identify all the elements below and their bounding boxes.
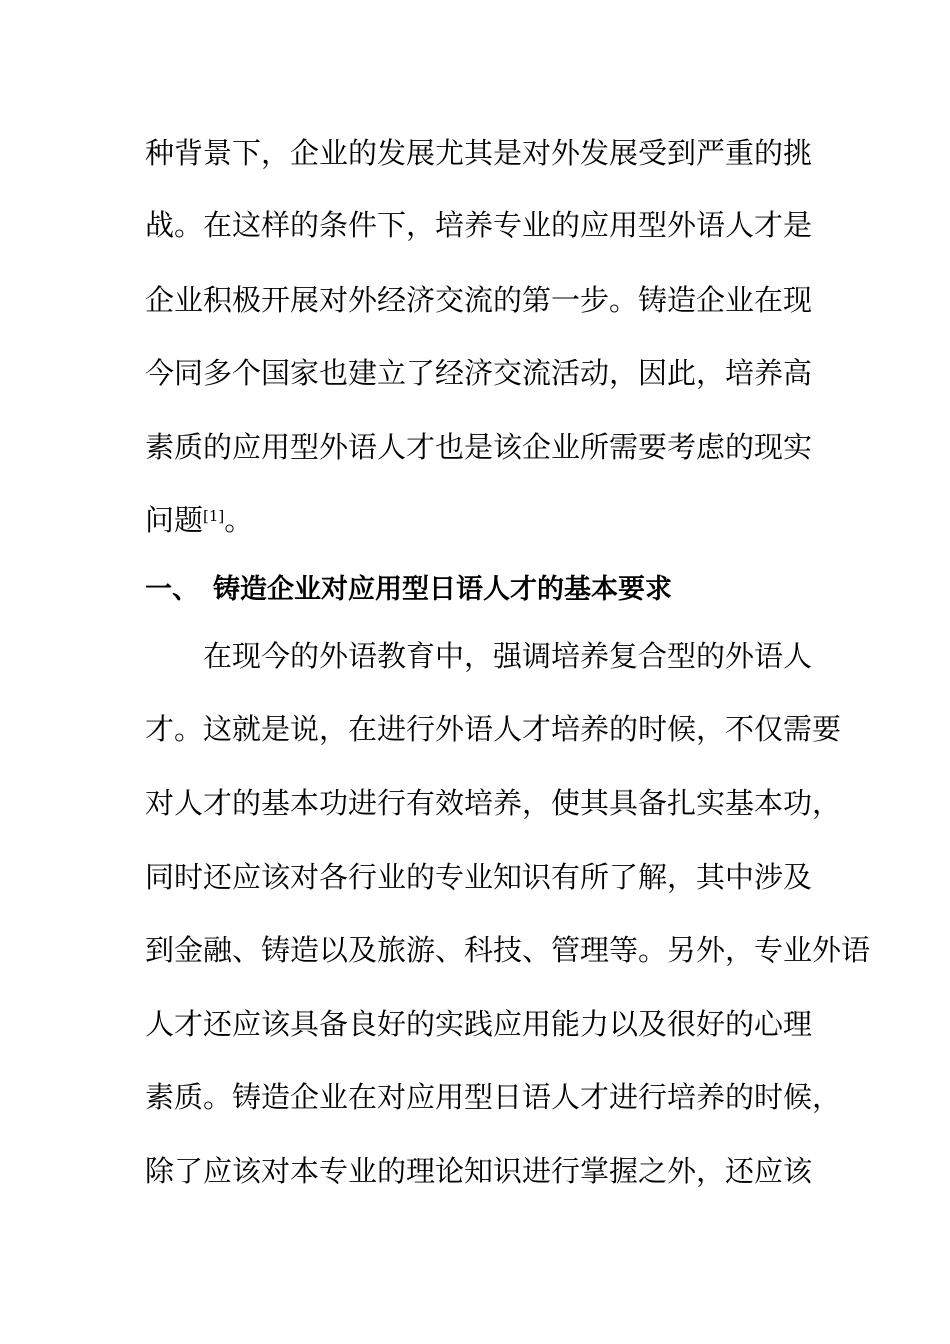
paragraph-2-line-8: 除了应该对本专业的理论知识进行掌握之外，还应该 — [145, 1154, 813, 1188]
paragraph-1-last-text: 问题 — [145, 503, 204, 537]
section-heading — [145, 570, 845, 610]
paragraph-2-line-1: 在现今的外语教育中，强调培养复合型的外语人 — [203, 639, 813, 673]
paragraph-1-line-5: 素质的应用型外语人才也是该企业所需要考虑的现实 — [145, 430, 813, 464]
paragraph-2-line-6: 人才还应该具备良好的实践应用能力以及很好的心理 — [145, 1007, 813, 1041]
paragraph-1-line-4: 今同多个国家也建立了经济交流活动，因此，培养高 — [145, 356, 813, 390]
citation-reference[interactable]: [1] — [203, 507, 225, 525]
paragraph-2-line-5: 到金融、铸造以及旅游、科技、管理等。另外，专业外语 — [145, 933, 871, 967]
section-title: 铸造企业对应用型日语人才的基本要求 — [213, 574, 672, 605]
paragraph-1-line-2: 战。在这样的条件下，培养专业的应用型外语人才是 — [145, 208, 813, 242]
paragraph-2-line-7: 素质。铸造企业在对应用型日语人才进行培养的时候， — [145, 1080, 842, 1114]
paragraph-1-line-1: 种背景下，企业的发展尤其是对外发展受到严重的挑 — [145, 136, 813, 170]
section-number: 一、 — [145, 574, 199, 605]
paragraph-1-last-punct: 。 — [224, 503, 254, 537]
paragraph-2-line-3: 对人才的基本功进行有效培养，使其具备扎实基本功， — [145, 786, 842, 820]
paragraph-1-line-6 — [145, 500, 845, 540]
paragraph-2-line-4: 同时还应该对各行业的专业知识有所了解，其中涉及 — [145, 860, 813, 894]
paragraph-2-line-2: 才。这就是说，在进行外语人才培养的时候，不仅需要 — [145, 712, 842, 746]
paragraph-1-line-3: 企业积极开展对外经济交流的第一步。铸造企业在现 — [145, 283, 813, 317]
